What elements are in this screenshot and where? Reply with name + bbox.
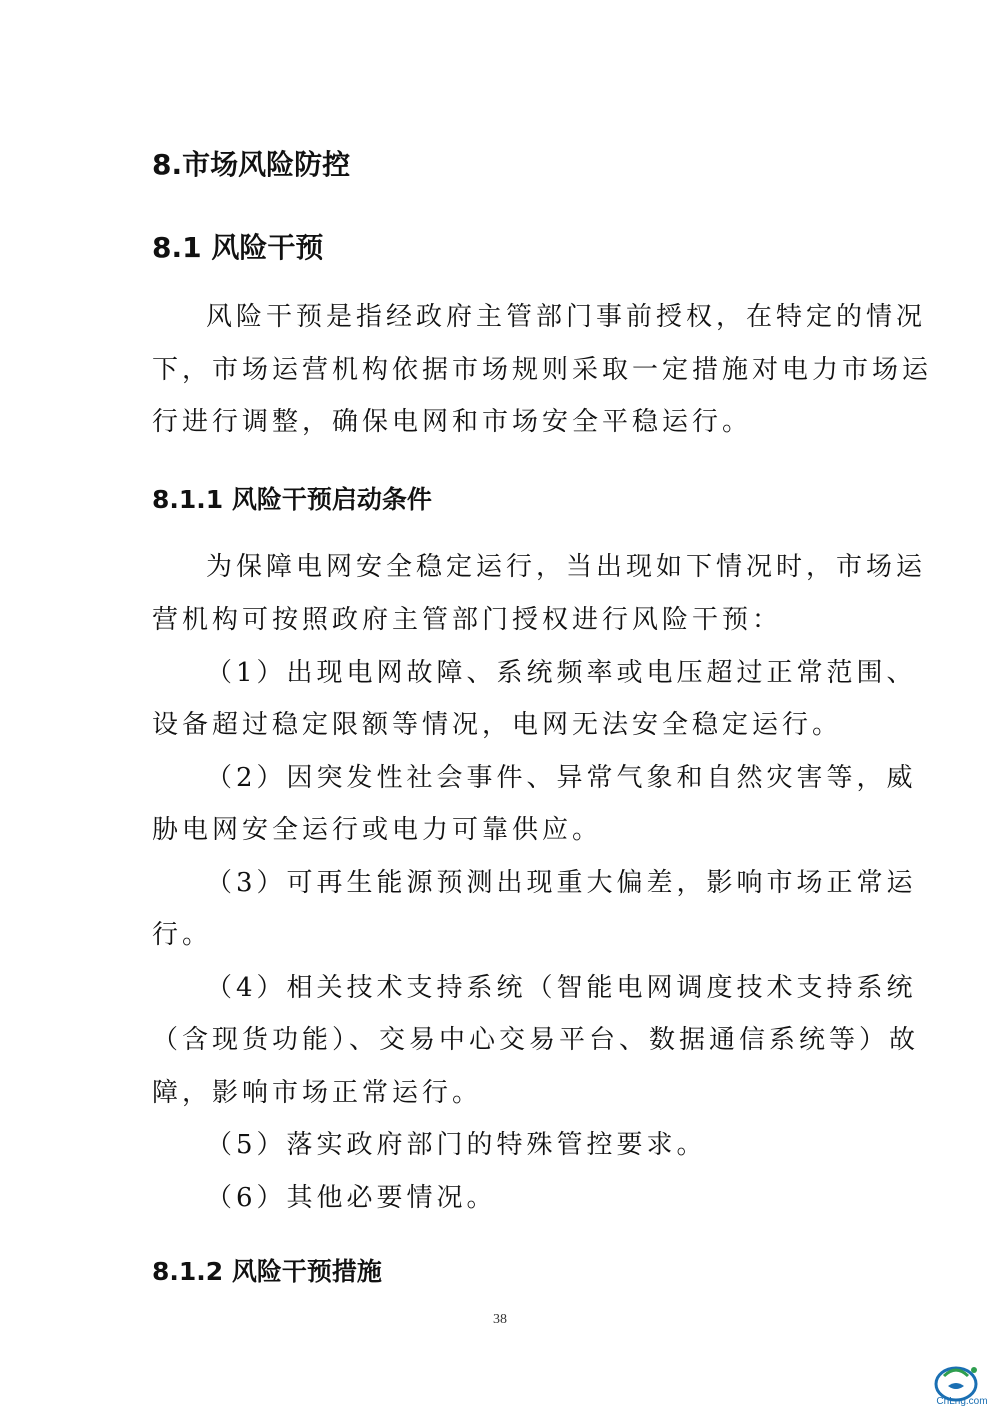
list-item-line: 行。 — [152, 920, 213, 950]
list-item-line: （6）其他必要情况。 — [206, 1183, 497, 1213]
paragraph-line: 行进行调整，确保电网和市场安全平稳运行。 — [152, 407, 753, 437]
page-number: 38 — [493, 1312, 507, 1327]
list-item-line: （2）因突发性社会事件、异常气象和自然灾害等，威 — [206, 763, 917, 793]
paragraph-line: 下，市场运营机构依据市场规则采取一定措施对电力市场运 — [152, 355, 933, 385]
subsubsection-heading: 8.1.1 风险干预启动条件 — [152, 485, 432, 514]
list-item-line: 设备超过稳定限额等情况，电网无法安全稳定运行。 — [152, 710, 843, 740]
paragraph-line: 风险干预是指经政府主管部门事前授权，在特定的情况 — [206, 302, 927, 332]
paragraph-line: 营机构可按照政府主管部门授权进行风险干预： — [152, 605, 783, 635]
watermark-text: CnLng.com — [936, 1396, 988, 1407]
list-item-line: （含现货功能）、交易中心交易平台、数据通信系统等）故 — [152, 1025, 920, 1055]
list-item-line: （3）可再生能源预测出现重大偏差，影响市场正常运 — [206, 868, 917, 898]
list-item-line: 胁电网安全运行或电力可靠供应。 — [152, 815, 603, 845]
section-heading: 8.市场风险防控 — [152, 148, 351, 181]
subsection-heading: 8.1 风险干预 — [152, 231, 324, 264]
paragraph-line: 为保障电网安全稳定运行，当出现如下情况时，市场运 — [206, 552, 927, 582]
list-item-line: （5）落实政府部门的特殊管控要求。 — [206, 1130, 707, 1160]
subsubsection-heading: 8.1.2 风险干预措施 — [152, 1257, 382, 1286]
list-item-line: 障，影响市场正常运行。 — [152, 1078, 483, 1108]
list-item-line: （4）相关技术支持系统（智能电网调度技术支持系统 — [206, 973, 917, 1003]
list-item-line: （1）出现电网故障、系统频率或电压超过正常范围、 — [206, 658, 917, 688]
